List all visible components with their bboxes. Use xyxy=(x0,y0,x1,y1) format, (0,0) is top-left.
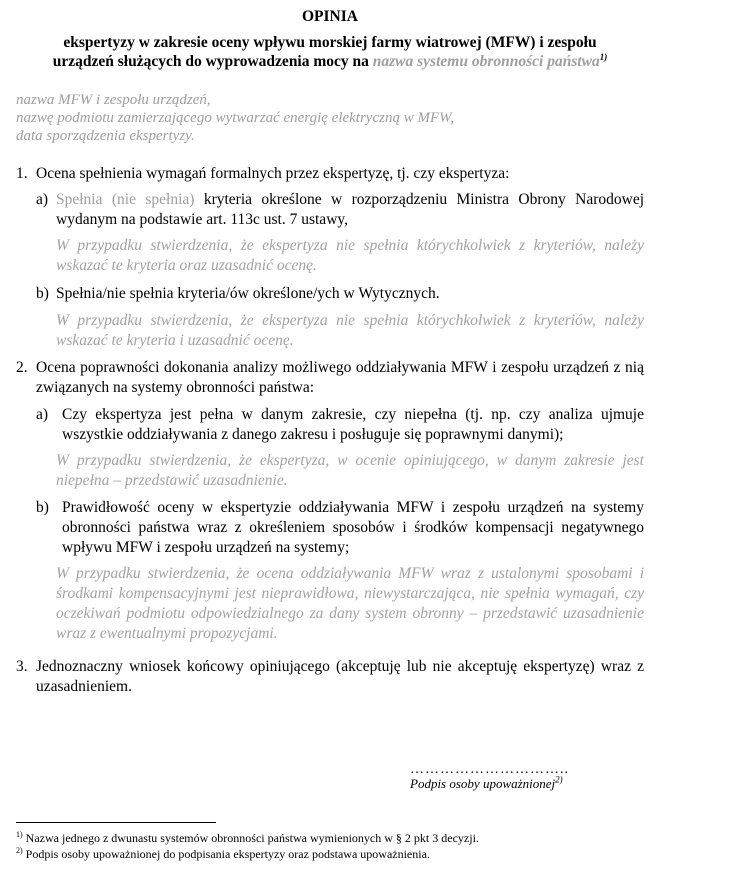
section-1b-hint: W przypadku stwierdzenia, że ekspertyza nie spełnia którychkolwiek z kryteriów, należy wskazać te kryteria i uzasadnić ocenę. xyxy=(56,312,644,349)
signature-line: ………………………….. xyxy=(410,762,569,777)
section-2b-text: Prawidłowość oceny w ekspertyzie oddziaływania MFW i zespołu urządzeń na systemy obronności państwa wraz z określeniem sposobów i środków kompensacji negatywnego wpływu MFW i zespołu urządzeń na systemy; xyxy=(62,499,644,556)
footnote-ref-1: 1) xyxy=(599,51,608,62)
section-2a-hint: W przypadku stwierdzenia, że ekspertyza, w ocenie opiniującego, w danym zakresie jest niepełna – przedstawić uzasadnienie. xyxy=(56,452,644,489)
document-subtitle xyxy=(0,33,660,71)
section-1a-status-placeholder: Spełnia (nie spełnia) xyxy=(56,191,195,208)
section-2b-hint: W przypadku stwierdzenia, że ocena oddziaływania MFW wraz z ustalonymi sposobami i środkami kompensacyjnymi jest nieprawidłowa, niewystarczająca, nie spełnia wymagań, czy oczekiwań podmiotu odpowiedzialnego za dany system obronny – przedstawić uzasadnienie wraz z ewentualnymi propozycjami. xyxy=(56,565,644,642)
footnote-separator xyxy=(16,822,216,823)
section-2-number: 2. xyxy=(16,359,28,376)
section-1a-line-1 xyxy=(56,190,644,210)
section-1a-label: a) xyxy=(36,191,49,208)
subtitle-line-2 xyxy=(0,52,660,71)
footnote-ref-2: 2) xyxy=(555,774,563,785)
section-1-text: Ocena spełnienia wymagań formalnych przez ekspertyzę, tj. czy ekspertyza: xyxy=(36,165,510,182)
section-3-text: Jednoznaczny wniosek końcowy opiniującego (akceptuję lub nie akceptuję ekspertyzę) wraz z uzasadnieniem. xyxy=(36,658,644,695)
subtitle-line-1: ekspertyzy w zakresie oceny wpływu morskiej farmy wiatrowej (MFW) i zespołu xyxy=(63,34,597,51)
section-1b-label: b) xyxy=(36,285,49,302)
document-title: OPINIA xyxy=(302,8,358,25)
section-2a-label: a) xyxy=(36,406,49,423)
signature-label xyxy=(410,774,563,794)
section-2b-label: b) xyxy=(36,499,49,516)
footnote-2-mark: 2) xyxy=(16,846,23,855)
document-metadata-placeholders xyxy=(16,91,454,145)
section-1-number: 1. xyxy=(16,165,28,182)
expertise-date-placeholder: data sporządzenia ekspertyzy. xyxy=(16,128,195,144)
section-1a-hint: W przypadku stwierdzenia, że ekspertyza nie spełnia którychkolwiek z kryteriów, należy wskazać te kryteria oraz uzasadnić ocenę. xyxy=(56,237,644,274)
section-2-text: Ocena poprawności dokonania analizy możliwego oddziaływania MFW i zespołu urządzeń z nią związanych na systemy obronności państwa: xyxy=(36,359,644,396)
section-1a-text-line-2: wydanym na podstawie art. 113c ust. 7 ustawy, xyxy=(56,211,349,228)
footnote-1 xyxy=(16,831,479,846)
defense-system-placeholder: nazwa systemu obronności państwa xyxy=(372,53,600,70)
footnote-1-text: Nazwa jednego z dwunastu systemów obronności państwa wymienionych w § 2 pkt 3 decyzji. xyxy=(25,831,479,845)
section-1b-text: Spełnia/nie spełnia kryteria/ów określone/ych w Wytycznych. xyxy=(56,285,440,302)
footnote-2-text: Podpis osoby upoważnionej do podpisania ekspertyzy oraz podstawa upoważnienia. xyxy=(25,847,430,861)
section-1a-text-line-1: kryteria określone w rozporządzeniu Ministra Obrony Narodowej xyxy=(203,191,645,208)
signature-label-text: Podpis osoby upoważnionej xyxy=(410,776,556,791)
entity-name-placeholder: nazwę podmiotu zamierzającego wytwarzać energię elektryczną w MFW, xyxy=(16,110,454,126)
subtitle-line-2-text: urządzeń służących do wyprowadzenia mocy na xyxy=(52,53,369,70)
footnote-2 xyxy=(16,847,430,862)
section-1a-text xyxy=(56,190,644,230)
mfw-name-placeholder: nazwa MFW i zespołu urządzeń, xyxy=(16,92,211,108)
section-3-number: 3. xyxy=(16,658,28,675)
section-2a-text: Czy ekspertyza jest pełna w danym zakresie, czy niepełna (tj. np. czy analiza ujmuje wszystkie oddziaływania z danego zakresu i posługuje się poprawnymi danymi); xyxy=(62,406,644,443)
footnote-1-mark: 1) xyxy=(16,830,23,839)
